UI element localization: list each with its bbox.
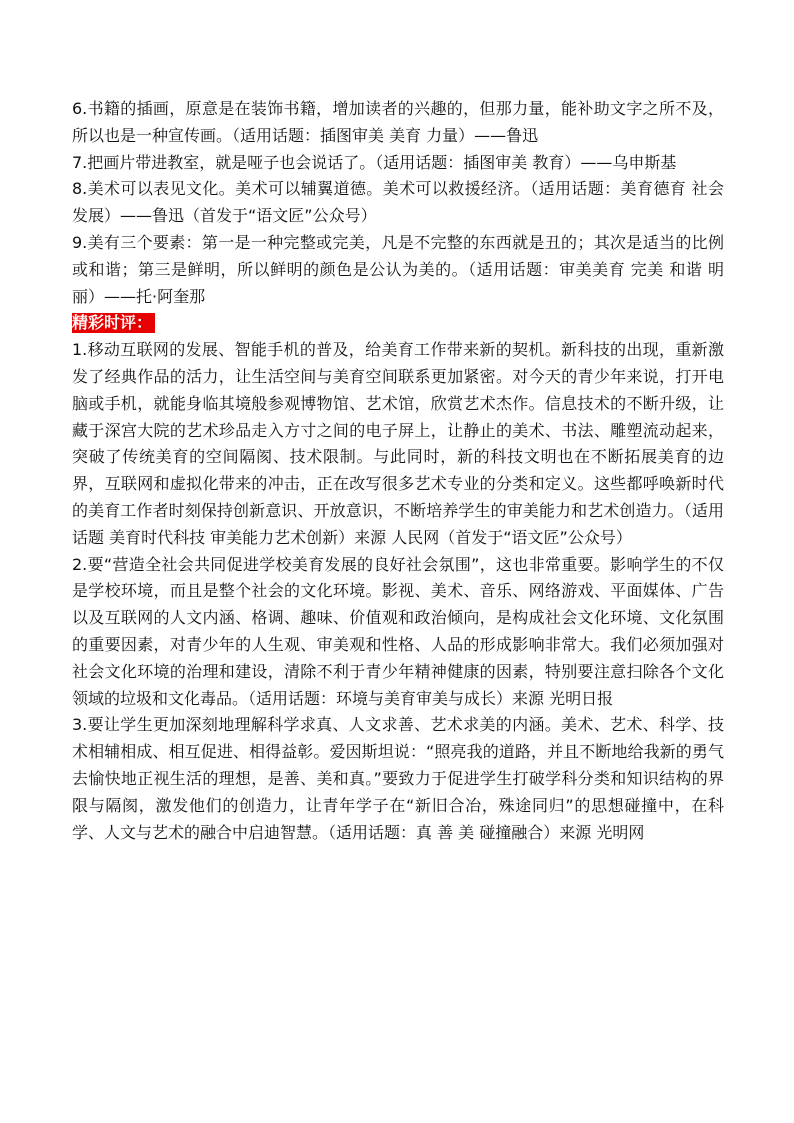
- commentary-paragraph: 3.要让学生更加深刻地理解科学求真、人文求善、艺术求美的内涵。美术、艺术、科学、技术相辅相成、相互促进、相得益彰。爱因斯坦说：“照亮我的道路，并且不断地给我新的勇气去愉快地正视生活的理想，是善、美和真。”要致力于促进学生打破学科分类和知识结构的界限与隔阂，激发他们的创造力，让青年学子在“新旧合冶，殊途同归”的思想碰撞中，在科学、人文与艺术的融合中启迪智慧。（适用话题：真 善 美 碰撞融合）来源 光明网: [72, 715, 724, 842]
- quote-paragraph: 9.美有三个要素：第一是一种完整或完美，凡是不完整的东西就是丑的；其次是适当的比例或和谐；第三是鲜明，所以鲜明的颜色是公认为美的。（适用话题：审美美育 完美 和谐 明丽）——托·阿奎那: [72, 232, 724, 306]
- section-heading: 精彩时评：: [72, 313, 155, 333]
- quote-paragraph: 8.美术可以表见文化。美术可以辅翼道德。美术可以救援经济。（适用话题：美育德育 社会发展）——鲁迅（首发于“语文匠”公众号）: [72, 179, 724, 226]
- commentary-paragraph: 2.要“营造全社会共同促进学校美育发展的良好社会氛围”，这也非常重要。影响学生的不仅是学校环境，而且是整个社会的文化环境。影视、美术、音乐、网络游戏、平面媒体、广告以及互联网的人文内涵、格调、趣味、价值观和政治倾向，是构成社会文化环境、文化氛围的重要因素，对青少年的人生观、审美观和性格、人品的形成影响非常大。我们必须加强对社会文化环境的治理和建设，清除不利于青少年精神健康的因素，特别要注意扫除各个文化领域的垃圾和文化毒品。（适用话题：环境与美育审美与成长）来源 光明日报: [72, 554, 724, 708]
- quote-paragraph: 7.把画片带进教室，就是哑子也会说话了。（适用话题：插图审美 教育）——乌申斯基: [72, 152, 677, 172]
- document-page: [72, 96, 724, 846]
- commentary-paragraph: 1.移动互联网的发展、智能手机的普及，给美育工作带来新的契机。新科技的出现，重新激发了经典作品的活力，让生活空间与美育空间联系更加紧密。对今天的青少年来说，打开电脑或手机，就能身临其境般参观博物馆、艺术馆，欣赏艺术杰作。信息技术的不断升级，让藏于深宫大院的艺术珍品走入方寸之间的电子屏上，让静止的美术、书法、雕塑流动起来，突破了传统美育的空间隔阂、技术限制。与此同时，新的科技文明也在不断拓展美育的边界，互联网和虚拟化带来的冲击，正在改写很多艺术专业的分类和定义。这些都呼唤新时代的美育工作者时刻保持创新意识、开放意识，不断培养学生的审美能力和艺术创造力。（适用话题 美育时代科技 审美能力艺术创新）来源 人民网（首发于“语文匠”公众号）: [72, 340, 724, 547]
- quote-paragraph: 6.书籍的插画，原意是在装饰书籍，增加读者的兴趣的，但那力量，能补助文字之所不及，所以也是一种宣传画。（适用话题：插图审美 美育 力量）——鲁迅: [72, 99, 724, 145]
- section-heading-row: [72, 310, 724, 337]
